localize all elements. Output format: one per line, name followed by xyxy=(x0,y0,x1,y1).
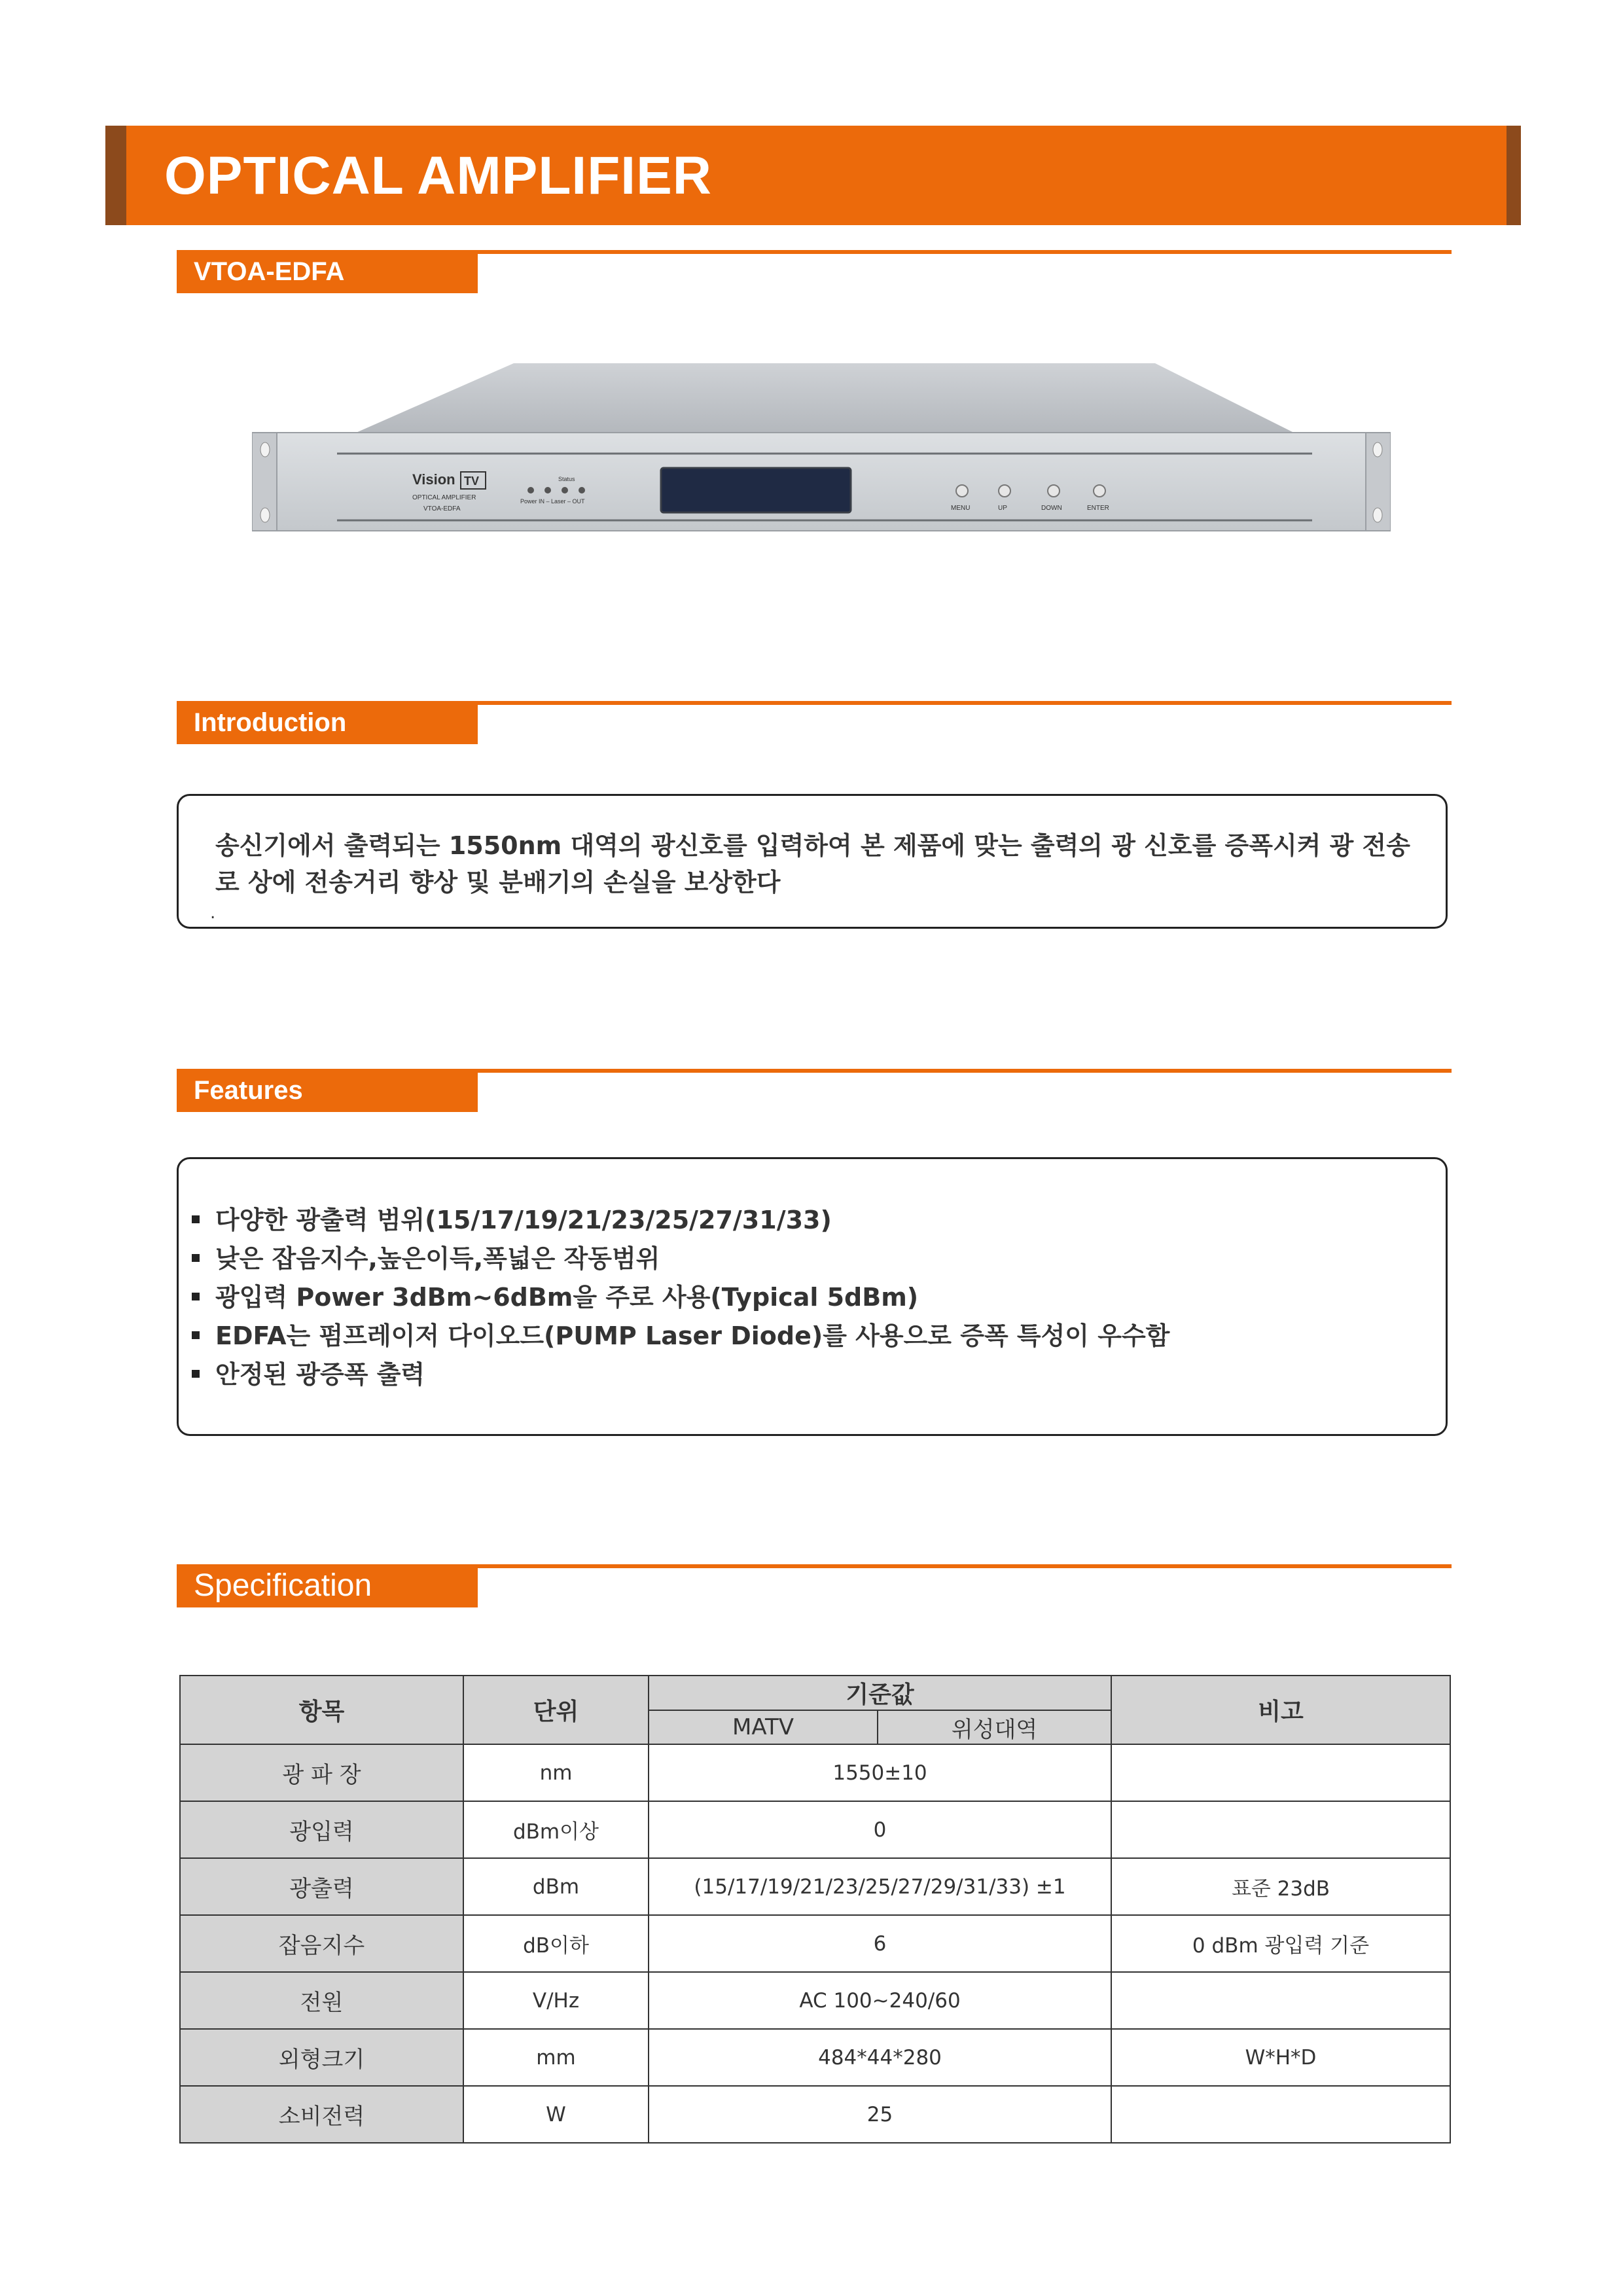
table-row xyxy=(180,1801,1450,1858)
row-unit: dBm xyxy=(463,1858,649,1915)
bullet-icon xyxy=(192,1215,200,1223)
title-banner xyxy=(105,126,1521,225)
row-note: 0 dBm 광입력 기준 xyxy=(1111,1915,1450,1972)
row-note: W*H*D xyxy=(1111,2029,1450,2086)
table-row xyxy=(180,1915,1450,1972)
feature-text: 낮은 잡음지수,높은이득,폭넓은 작동범위 xyxy=(215,1244,660,1273)
row-item: 광출력 xyxy=(180,1858,463,1915)
device-button-menu: MENU xyxy=(951,505,971,512)
features-box xyxy=(177,1157,1448,1436)
row-note: 표준 23dB xyxy=(1111,1858,1450,1915)
device-button-enter: ENTER xyxy=(1087,505,1109,512)
row-unit: V/Hz xyxy=(463,1972,649,2029)
introduction-text: 송신기에서 출력되는 1550nm 대역의 광신호를 입력하여 본 제품에 맞는 출력의 광 신호를 증폭시켜 광 전송로 상에 전송거리 향상 및 분배기의 손실을 보상한다 xyxy=(215,831,1410,897)
bullet-icon xyxy=(192,1254,200,1262)
section-rule xyxy=(478,1069,1452,1073)
section-rule xyxy=(478,250,1452,254)
section-rule xyxy=(478,701,1452,705)
row-item: 소비전력 xyxy=(180,2086,463,2143)
features-list xyxy=(192,1201,1169,1394)
feature-item xyxy=(192,1201,1169,1240)
features-label: Features xyxy=(177,1069,478,1112)
feature-text: 광입력 Power 3dBm~6dBm을 주로 사용(Typical 5dBm) xyxy=(215,1283,919,1312)
row-unit: W xyxy=(463,2086,649,2143)
table-row xyxy=(180,2086,1450,2143)
device-button-down: DOWN xyxy=(1041,505,1062,512)
row-item: 잡음지수 xyxy=(180,1915,463,1972)
row-note xyxy=(1111,2086,1450,2143)
introduction-box xyxy=(177,794,1448,929)
feature-item xyxy=(192,1355,1169,1394)
introduction-section-header xyxy=(177,701,1452,744)
bullet-icon xyxy=(192,1370,200,1378)
row-item: 광입력 xyxy=(180,1801,463,1858)
device-status-label: Status xyxy=(558,476,575,482)
row-value: (15/17/19/21/23/25/27/29/31/33) ±1 xyxy=(649,1858,1111,1915)
table-row xyxy=(180,1858,1450,1915)
row-value: 1550±10 xyxy=(649,1744,1111,1801)
table-row xyxy=(180,2029,1450,2086)
header-unit: 단위 xyxy=(463,1676,649,1744)
row-value: AC 100~240/60 xyxy=(649,1972,1111,2029)
header-standard: 기준값 xyxy=(649,1676,1111,1710)
row-note xyxy=(1111,1972,1450,2029)
feature-text: 안정된 광증폭 출력 xyxy=(215,1360,425,1389)
device-brand-tv: TV xyxy=(464,475,480,488)
feature-item xyxy=(192,1278,1169,1317)
device-brand: Vision xyxy=(412,471,455,488)
row-unit: mm xyxy=(463,2029,649,2086)
row-item: 전원 xyxy=(180,1972,463,2029)
table-header-row xyxy=(180,1676,1450,1710)
header-matv: MATV xyxy=(649,1710,878,1744)
row-item: 광 파 장 xyxy=(180,1744,463,1801)
table-row xyxy=(180,1744,1450,1801)
row-unit: dBm이상 xyxy=(463,1801,649,1858)
device-button-up: UP xyxy=(998,505,1007,512)
row-value: 0 xyxy=(649,1801,1111,1858)
header-satellite: 위성대역 xyxy=(878,1710,1111,1744)
bullet-icon xyxy=(192,1293,200,1300)
feature-text: 다양한 광출력 범위(15/17/19/21/23/25/27/31/33) xyxy=(215,1206,832,1234)
row-value: 484*44*280 xyxy=(649,2029,1111,2086)
device-line1: OPTICAL AMPLIFIER xyxy=(412,494,476,501)
row-unit: nm xyxy=(463,1744,649,1801)
product-image xyxy=(252,357,1391,560)
feature-text: EDFA는 펌프레이저 다이오드(PUMP Laser Diode)를 사용으로 증폭 특성이 우수함 xyxy=(215,1321,1170,1350)
specification-table xyxy=(179,1675,1451,2144)
row-note xyxy=(1111,1744,1450,1801)
specification-section-header xyxy=(177,1564,1452,1607)
section-rule xyxy=(478,1564,1452,1568)
specification-label: Specification xyxy=(177,1564,478,1607)
row-note xyxy=(1111,1801,1450,1858)
introduction-trailing-dot: . xyxy=(210,903,216,923)
features-section-header xyxy=(177,1069,1452,1112)
feature-item xyxy=(192,1240,1169,1278)
banner-right-edge xyxy=(1507,126,1521,225)
bullet-icon xyxy=(192,1331,200,1339)
feature-item xyxy=(192,1317,1169,1355)
device-indicator-labels: Power IN – Laser – OUT xyxy=(520,498,585,505)
page-title: OPTICAL AMPLIFIER xyxy=(164,146,712,206)
row-value: 6 xyxy=(649,1915,1111,1972)
row-unit: dB이하 xyxy=(463,1915,649,1972)
row-value: 25 xyxy=(649,2086,1111,2143)
banner-left-edge xyxy=(105,126,126,225)
header-item: 항목 xyxy=(180,1676,463,1744)
model-label: VTOA-EDFA xyxy=(177,250,478,293)
table-row xyxy=(180,1972,1450,2029)
header-note: 비고 xyxy=(1111,1676,1450,1744)
model-section-header xyxy=(177,250,1452,293)
row-item: 외형크기 xyxy=(180,2029,463,2086)
device-line2: VTOA-EDFA xyxy=(423,505,461,512)
introduction-label: Introduction xyxy=(177,701,478,744)
